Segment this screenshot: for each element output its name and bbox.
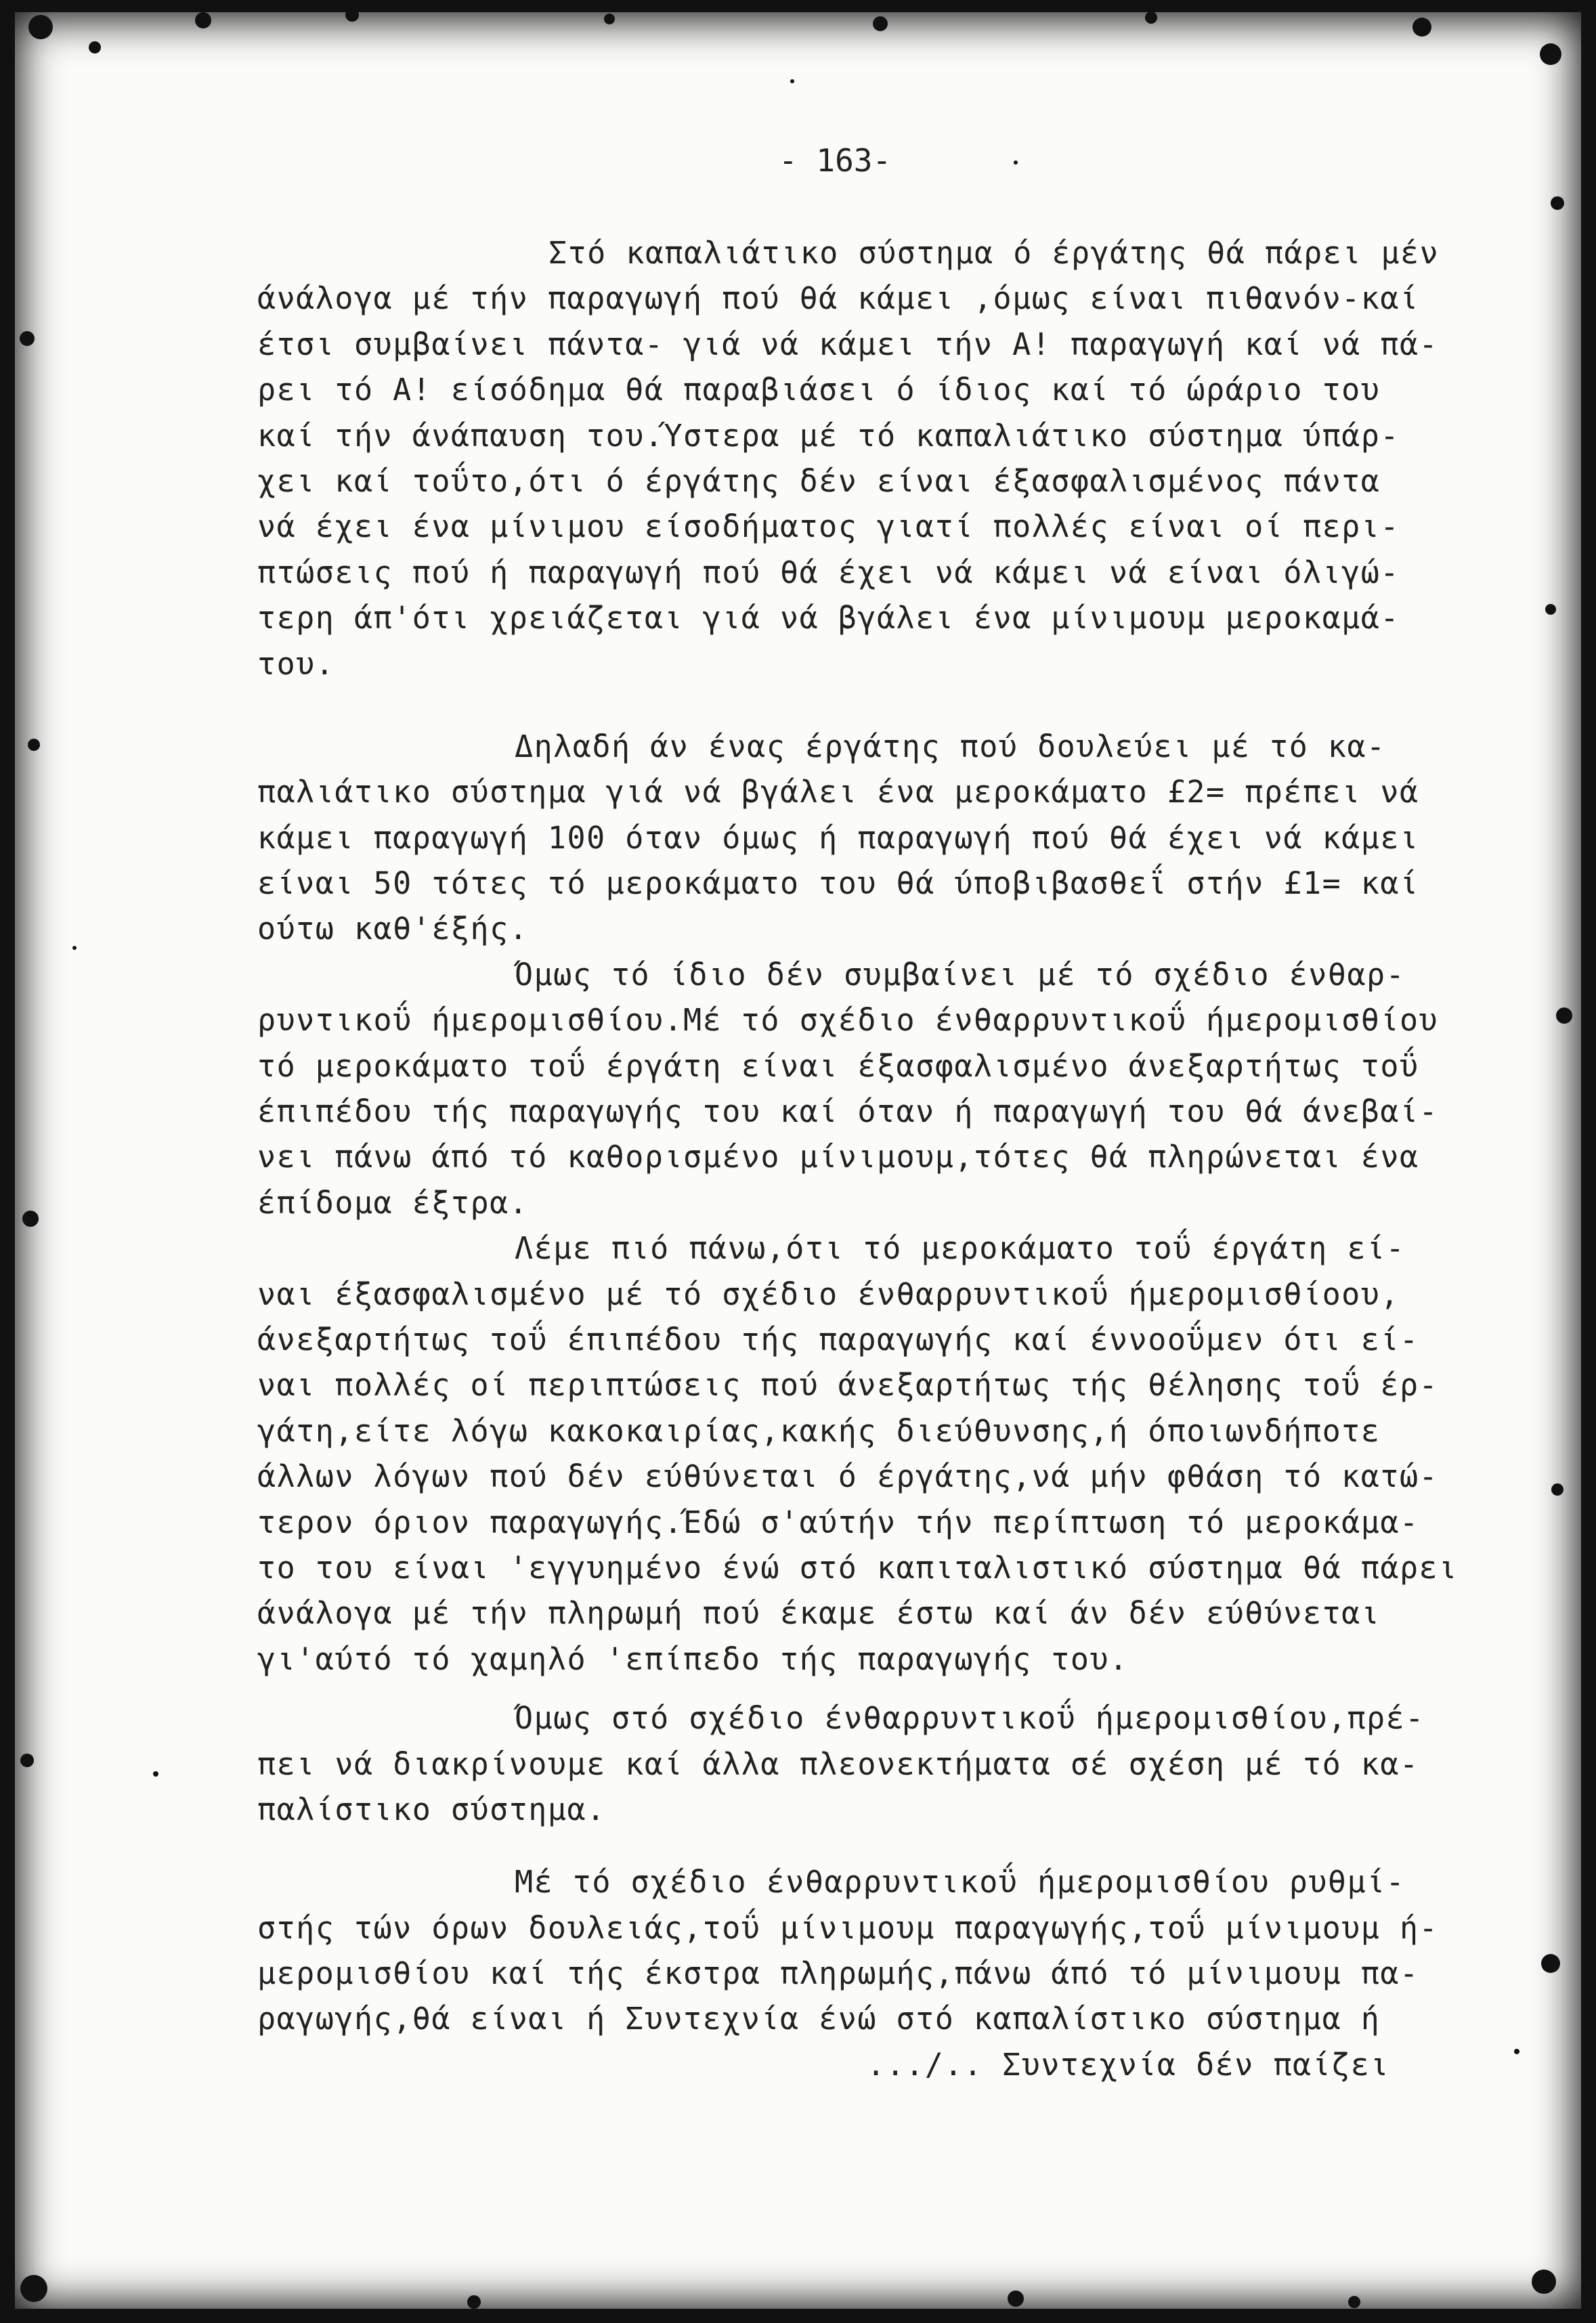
text-line: άλλων λόγων πού δέν εύθύνεται ό έργάτης,νά μήν φθάση τό κατώ- [257,1458,1439,1495]
text-line: Δηλαδή άν ένας έργάτης πού δουλεύει μέ τό κα- [515,728,1386,764]
text-line: Όμως τό ίδιο δέν συμβαίνει μέ τό σχέδιο ένθαρ- [515,956,1406,993]
text-line: παλίστικο σύστημα. [257,1791,606,1827]
text-line: ρυντικοΰ ήμερομισθίου.Μέ τό σχέδιο ένθαρρυντικοΰ ήμερομισθίου [257,1002,1439,1039]
text-line: Στό καπαλιάτικο σύστημα ό έργάτης θά πάρει μέν [548,235,1440,271]
paragraph [257,952,1530,1225]
text-line: καί τήν άνάπαυση του.Ύστερα μέ τό καπαλιάτικο σύστημα ύπάρ- [257,417,1400,454]
text-line: νει πάνω άπό τό καθορισμένο μίνιμουμ,τότες θά πληρώνεται ένα [257,1139,1419,1175]
text-line: γάτη,είτε λόγω κακοκαιρίας,κακής διεύθυνσης,ή όποιωνδήποτε [257,1412,1381,1449]
text-line: έπιπέδου τής παραγωγής του καί όταν ή παραγωγή του θά άνεβαί- [257,1093,1439,1130]
text-line: τό μεροκάματο τοΰ έργάτη είναι έξασφαλισμένο άνεξαρτήτως τοΰ [257,1047,1419,1084]
text-line: γι'αύτό τό χαμηλό 'επίπεδο τής παραγωγής του. [257,1641,1129,1677]
text-line: πει νά διακρίνουμε καί άλλα πλεονεκτήματα σέ σχέση μέ τό κα- [257,1745,1419,1782]
text-line: κάμει παραγωγή 100 όταν όμως ή παραγωγή πού θά έχει νά κάμει [257,819,1419,856]
text-line: του. [257,645,335,682]
text-line: τερον όριον παραγωγής.Έδώ σ'αύτήν τήν περίπτωση τό μεροκάμα- [257,1504,1419,1540]
text-line: το του είναι 'εγγυημένο ένώ στό καπιταλιστικό σύστημα θά πάρει [257,1549,1458,1586]
text-line: ρει τό Α! είσόδημα θά παραβιάσει ό ίδιος καί τό ώράριο του [257,372,1381,408]
text-line: τερη άπ'ότι χρειάζεται γιά νά βγάλει ένα μίνιμουμ μεροκαμά- [257,600,1400,636]
text-line: ούτω καθ'έξής. [257,911,529,947]
text-line: μερομισθίου καί τής έκστρα πληρωμής,πάνω άπό τό μίνιμουμ πα- [257,1955,1419,1992]
page-number: - 163- [779,142,892,179]
text-line: ναι πολλές οί περιπτώσεις πού άνεξαρτήτως τής θέλησης τοΰ έρ- [257,1367,1439,1404]
text-line: είναι 50 τότες τό μεροκάματο του θά ύποβιβασθεΐ στήν £1= καί [257,865,1419,902]
text-line: άνάλογα μέ τήν παραγωγή πού θά κάμει ,όμως είναι πιθανόν-καί [257,280,1419,317]
text-line: στής τών όρων δουλειάς,τοΰ μίνιμουμ παραγωγής,τοΰ μίνιμουμ ή- [257,1909,1439,1946]
text-line: νά έχει ένα μίνιμου είσοδήματος γιατί πολλές είναι οί περι- [257,508,1400,545]
text-line: πτώσεις πού ή παραγωγή πού θά έχει νά κάμει νά είναι όλιγώ- [257,554,1400,590]
continuation-note: .../.. Συντεχνία δέν παίζει [867,2046,1389,2083]
text-line: χει καί τοΰτο,ότι ό έργάτης δέν είναι έξασφαλισμένος πάντα [257,462,1381,499]
text-line: έπίδομα έξτρα. [257,1184,529,1221]
text-line: Μέ τό σχέδιο ένθαρρυντικοΰ ήμερομισθίου ρυθμί- [515,1864,1406,1901]
text-line: έτσι συμβαίνει πάντα- γιά νά κάμει τήν Α! παραγωγή καί νά πά- [257,326,1439,362]
body-text [257,230,1530,2087]
text-line: Λέμε πιό πάνω,ότι τό μεροκάματο τοΰ έργάτη εί- [515,1230,1406,1267]
text-line: άνεξαρτήτως τοΰ έπιπέδου τής παραγωγής καί έννοοΰμεν ότι εί- [257,1321,1419,1358]
text-line: άνάλογα μέ τήν πληρωμή πού έκαμε έστω καί άν δέν εύθύνεται [257,1595,1381,1632]
paragraph [257,1225,1530,1682]
paragraph [257,724,1530,952]
text-line: ραγωγής,θά είναι ή Συντεχνία ένώ στό καπαλίστικο σύστημα ή [257,2001,1381,2037]
text-line: παλιάτικο σύστημα γιά νά βγάλει ένα μεροκάματο £2= πρέπει νά [257,774,1419,810]
text-line: ναι έξασφαλισμένο μέ τό σχέδιο ένθαρρυντικοΰ ήμερομισθίοου, [257,1276,1400,1312]
paragraph [257,1695,1530,1832]
paragraph [257,1859,1530,2042]
text-line: Όμως στό σχέδιο ένθαρρυντικοΰ ήμερομισθίου,πρέ- [515,1700,1425,1737]
paragraph [257,230,1530,687]
